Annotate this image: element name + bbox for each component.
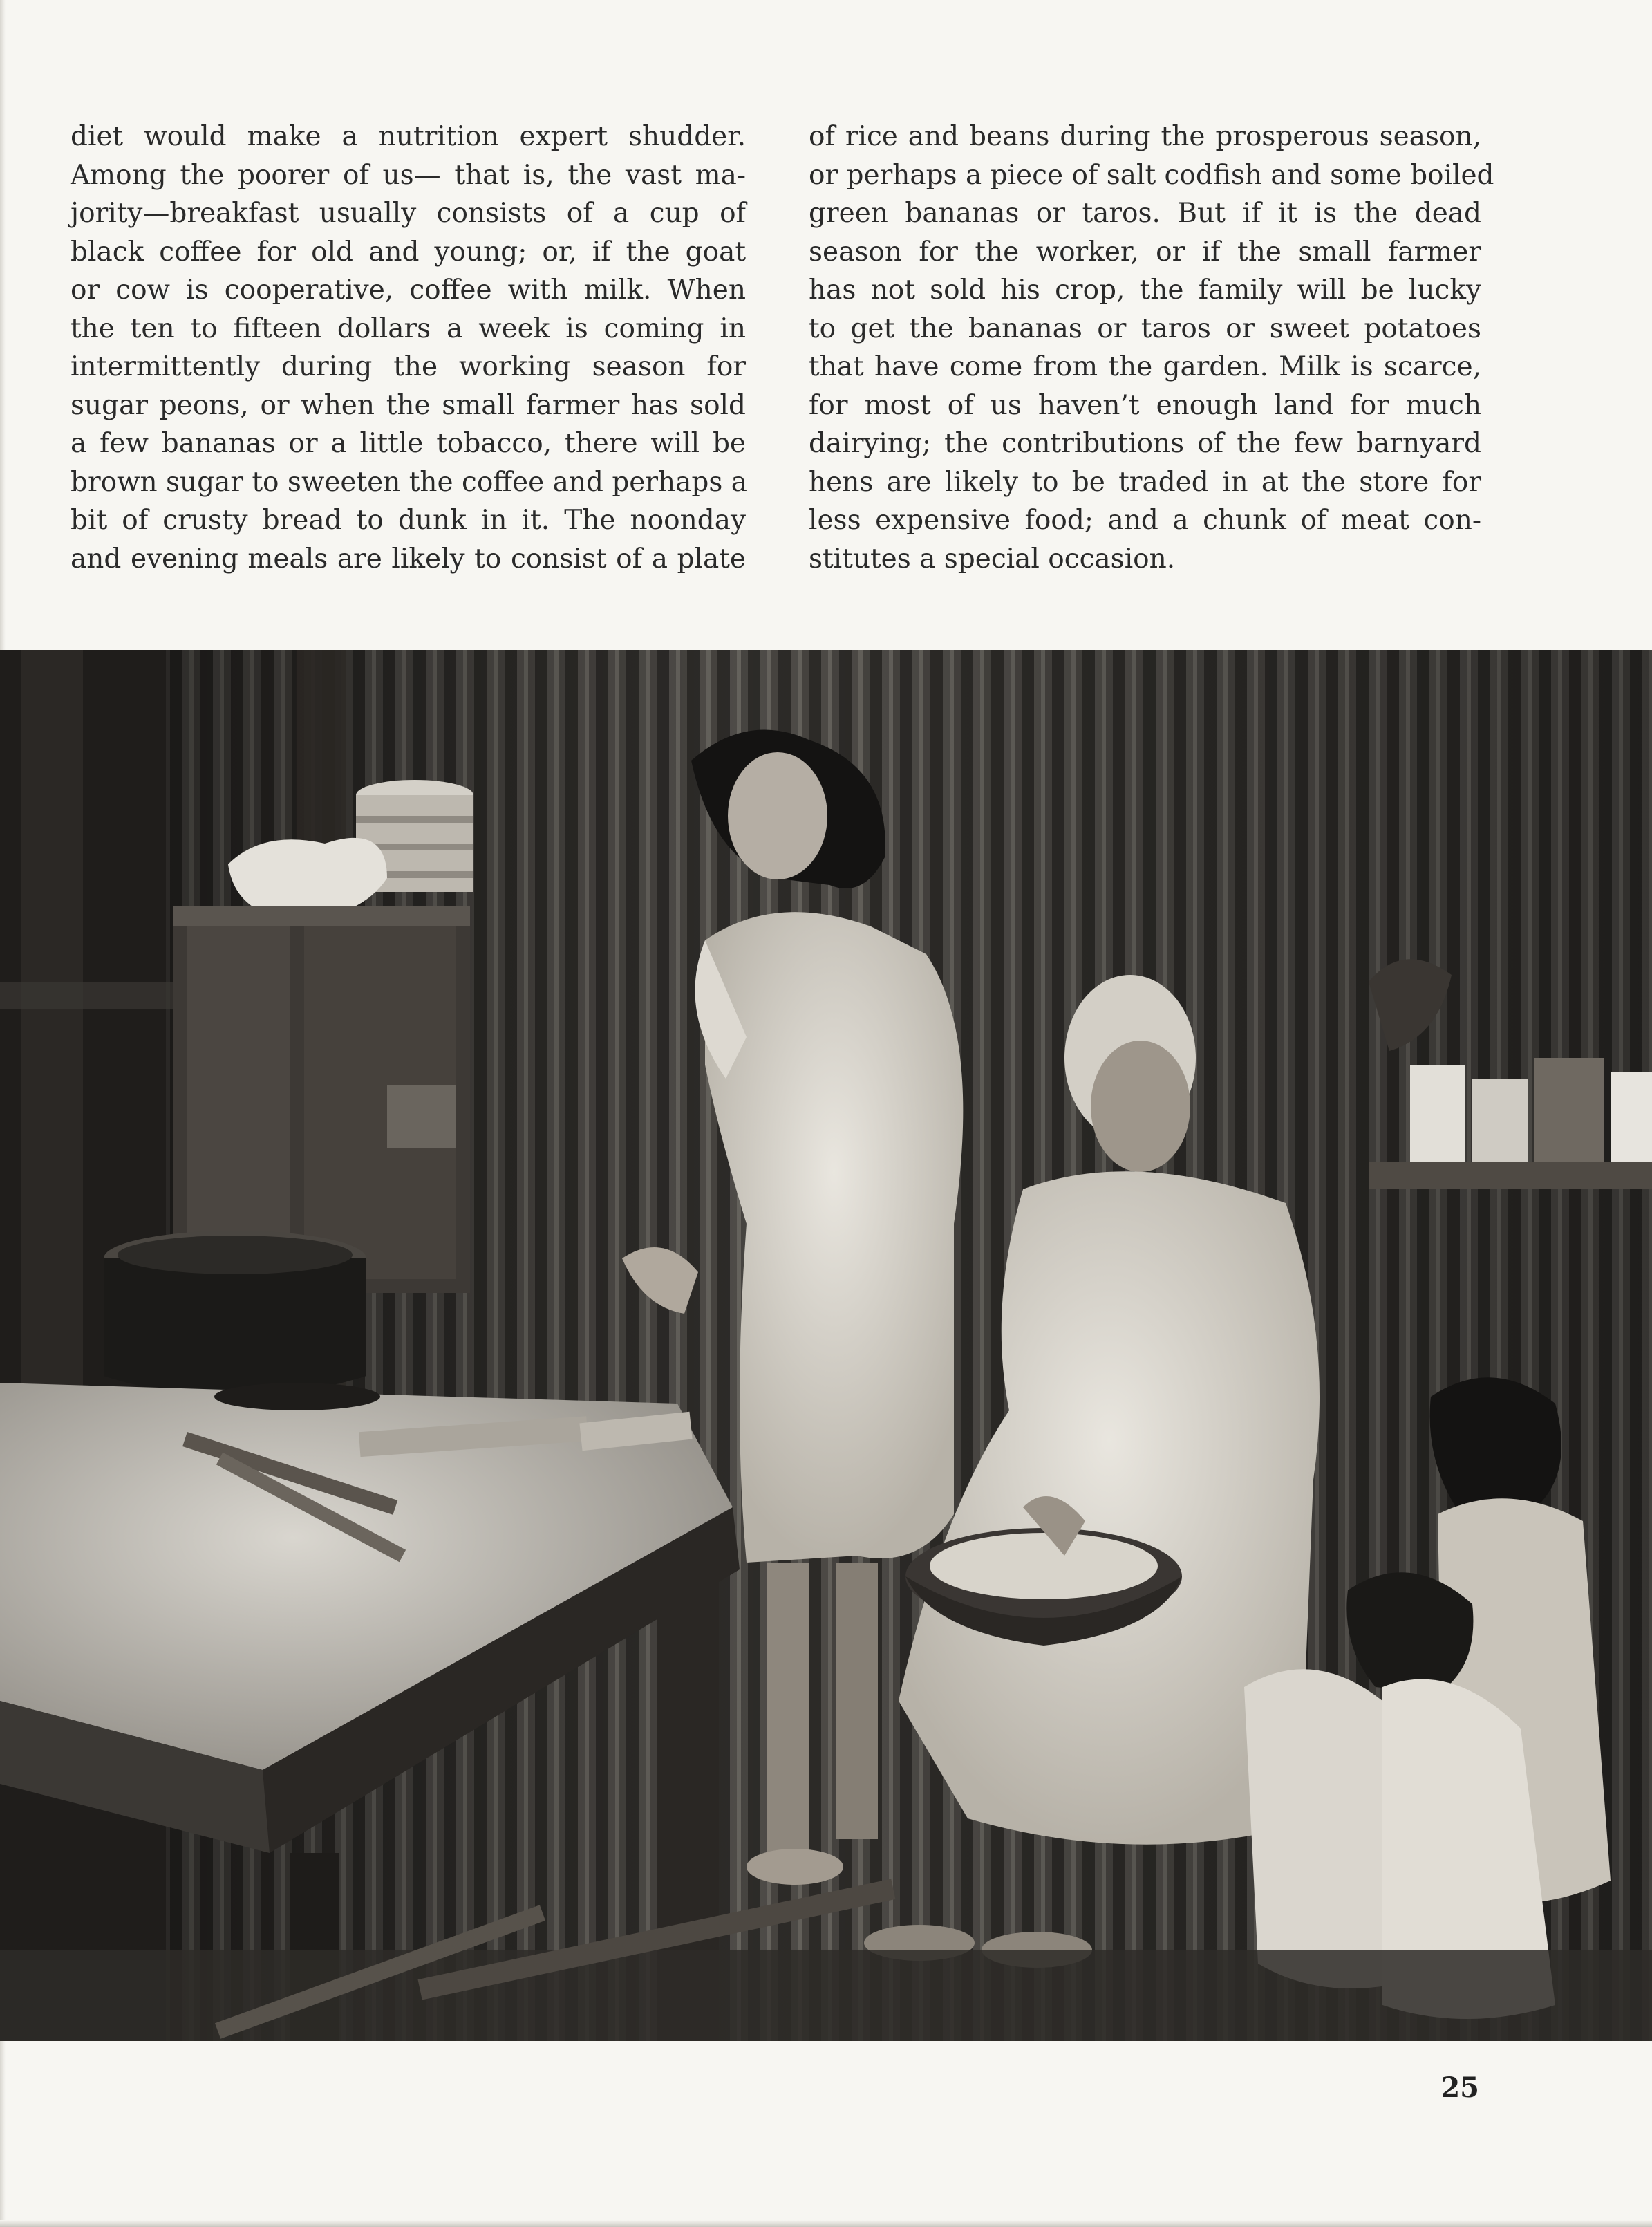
text-line: hens are likely to be traded in at the store for bbox=[809, 466, 1481, 498]
text-line: has not sold his crop, the family will be lucky bbox=[809, 274, 1481, 306]
text-line: intermittently during the working season for bbox=[71, 351, 746, 382]
page-number: 25 bbox=[1440, 2071, 1479, 2104]
text-line: less expensive food; and a chunk of meat con- bbox=[809, 505, 1481, 536]
text-line: jority—breakfast usually consists of a cup of bbox=[71, 198, 746, 229]
text-line: or perhaps a piece of salt codfish and some boiled bbox=[809, 159, 1494, 191]
text-line: the ten to fifteen dollars a week is coming in bbox=[71, 313, 746, 344]
text-line: brown sugar to sweeten the coffee and perhaps a bbox=[71, 466, 748, 498]
text-column-right bbox=[809, 118, 1494, 578]
cooking-pot bbox=[104, 1231, 366, 1397]
text-line: and evening meals are likely to consist of a plate bbox=[71, 543, 746, 575]
text-line: season for the worker, or if the small farmer bbox=[809, 236, 1481, 268]
text-line: black coffee for old and young; or, if the goat bbox=[71, 236, 746, 268]
text-line: to get the bananas or taros or sweet potatoes bbox=[809, 313, 1481, 344]
text-line: a few bananas or a little tobacco, there will be bbox=[71, 428, 746, 459]
text-line: or cow is cooperative, coffee with milk. When bbox=[71, 274, 746, 306]
text-line: green bananas or taros. But if it is the dead bbox=[809, 198, 1481, 229]
text-line: stitutes a special occasion. bbox=[809, 543, 1176, 575]
text-line: bit of crusty bread to dunk in it. The noonday bbox=[71, 505, 746, 536]
text-line: that have come from the garden. Milk is scarce, bbox=[809, 351, 1481, 382]
text-line: dairying; the contributions of the few barnyard bbox=[809, 428, 1481, 459]
text-line: for most of us haven’t enough land for much bbox=[809, 389, 1481, 421]
text-line: sugar peons, or when the small farmer has sold bbox=[71, 389, 746, 421]
text-line: of rice and beans during the prosperous season, bbox=[809, 121, 1481, 152]
text-line: diet would make a nutrition expert shudder. bbox=[71, 121, 746, 152]
text-line: Among the poorer of us— that is, the vast ma- bbox=[71, 159, 746, 191]
text-column-left bbox=[71, 118, 746, 578]
page-edge bbox=[0, 2220, 1652, 2227]
kitchen-photograph bbox=[0, 650, 1652, 2041]
